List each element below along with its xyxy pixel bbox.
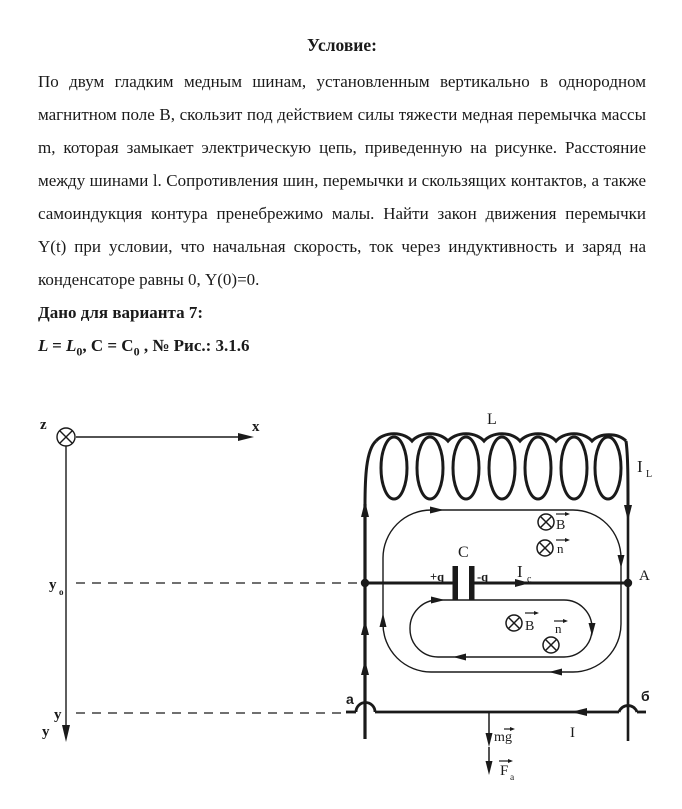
z-axis-label: z — [40, 417, 47, 433]
f-vector-head — [508, 759, 513, 763]
inductor-current-sub: L — [646, 469, 653, 480]
given-formula — [38, 329, 646, 368]
outer-loop-arrow-left — [380, 613, 387, 627]
outer-loop-arrow-right — [618, 555, 625, 568]
capacitor-branch — [361, 566, 632, 600]
condition-body: По двум гладким медным шинам, установленным вертикально в однородном магнитном поле B, скользит под действием силы тяжести медная перемычка массы m, которая замыкает электрическую цепь, приведенную на рисунке. Расстояние между шинами l. Сопротивления шин, перемычки и скользящих контактов, а также самоиндукция контура пренебрежимо малы. Найти закон движения перемычки Y(t) при условии, что начальная скорость, ток через индуктивность и заряд на конденсаторе равны 0, Y(0)=0. — [38, 72, 646, 289]
figure-3-1-6 — [0, 398, 682, 809]
z-into-page-icon — [57, 428, 75, 446]
ampere-force-sub: a — [510, 773, 515, 783]
inductor-coil — [365, 434, 628, 506]
formula-fig-ref: , № Рис.: 3.1.6 — [139, 336, 250, 355]
n-upper-vector-head — [565, 538, 570, 542]
node-a-label: A — [639, 568, 650, 584]
b-upper-into-page-icon — [538, 514, 554, 530]
contact-a-label: а — [346, 691, 354, 707]
outer-loop-arrow-bottom — [549, 669, 562, 676]
b-inner-vector-head — [534, 611, 539, 615]
contact-b-label: б — [641, 688, 650, 704]
inner-flux-loop — [410, 597, 596, 661]
problem-text — [38, 30, 646, 368]
formula-L-eq: L = L — [38, 336, 77, 355]
n-inner-vector-head — [563, 619, 568, 623]
cap-current-label: I — [517, 562, 523, 581]
outer-flux-loop — [380, 507, 625, 676]
capacitor-plate-left — [453, 566, 459, 600]
y0-label: y — [49, 577, 57, 593]
b-upper-vector-head — [565, 512, 570, 516]
left-rail-up-arrow-1 — [361, 620, 369, 635]
junction-a — [624, 579, 632, 587]
inner-loop-arrow-bottom — [453, 654, 466, 661]
formula-C-sub: 0 — [133, 344, 140, 359]
condition-title: Условие: — [307, 35, 377, 55]
x-axis-label: x — [252, 419, 260, 435]
n-upper-label: n — [557, 541, 564, 556]
n-upper-into-page-icon — [537, 540, 553, 556]
capacitor-plate-right — [469, 566, 475, 600]
inner-loop-arrow-right — [589, 623, 596, 636]
y-axis-arrowhead — [62, 725, 70, 742]
gravity-label-m: m — [494, 730, 505, 745]
y-position-label: y — [54, 707, 62, 723]
left-rail-up-arrow-2 — [361, 660, 369, 675]
coordinate-axes — [57, 428, 362, 742]
minus-q-label: -q — [477, 570, 489, 584]
b-upper-label: B — [556, 518, 566, 533]
formula-L-sub: 0 — [76, 344, 83, 359]
inductor-current-label: I — [637, 457, 643, 476]
gravity-label-g: g — [505, 730, 512, 745]
crossbar-current-arrow — [571, 708, 587, 716]
ampere-force-label: F — [500, 763, 509, 779]
b-inner-label: B — [525, 619, 535, 634]
crossbar — [346, 703, 646, 716]
n-inner-into-page-icon — [543, 637, 559, 653]
outer-loop-arrow-top — [430, 507, 444, 514]
right-rail-down-arrow — [624, 505, 632, 521]
ampere-force-arrowhead — [486, 761, 493, 775]
junction-left — [361, 579, 369, 587]
inductor-label: L — [487, 411, 497, 428]
y-axis-label: y — [42, 724, 50, 740]
capacitor-label: C — [458, 544, 469, 561]
formula-C-eq: , C = C — [82, 336, 134, 355]
cap-current-sub: c — [527, 574, 532, 585]
n-inner-label: n — [555, 621, 562, 636]
given-heading: Дано для варианта 7: — [38, 303, 204, 322]
inner-loop-arrow-top — [431, 597, 445, 604]
b-inner-into-page-icon — [506, 615, 522, 631]
crossbar-current-label: I — [570, 725, 575, 741]
y0-label-sub: o — [59, 587, 64, 597]
plus-q-label: +q — [430, 570, 445, 584]
gravity-arrowhead — [486, 733, 493, 747]
